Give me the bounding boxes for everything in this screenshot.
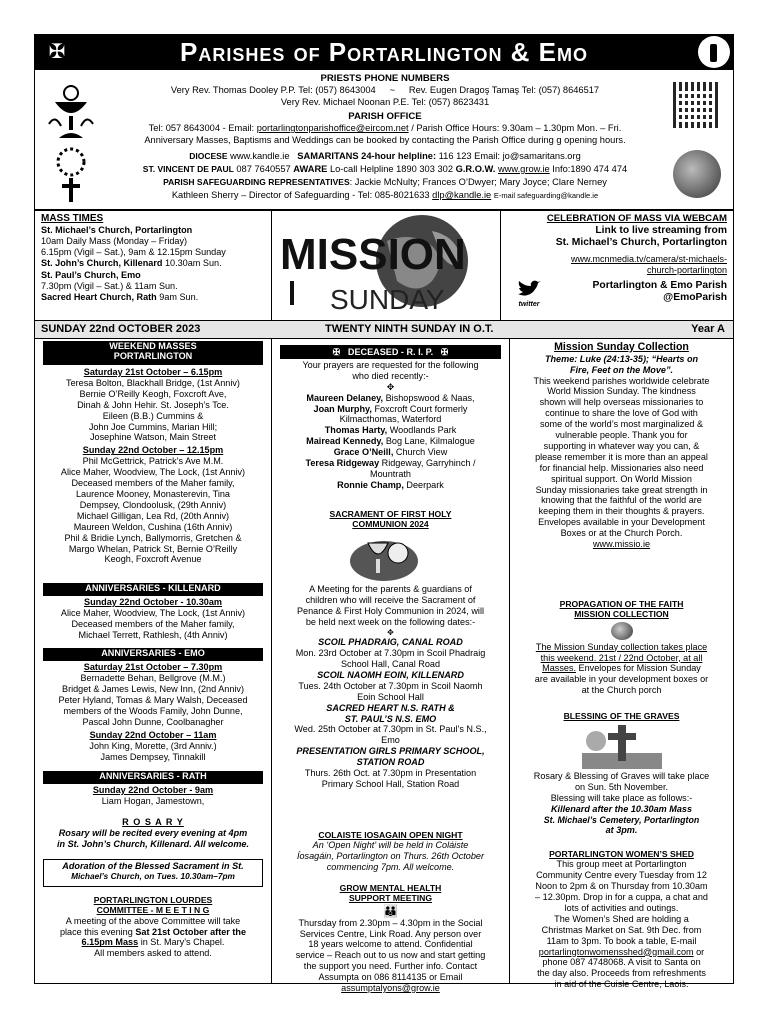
emo-line: members of the Woods Family, John Dunne, — [63, 705, 243, 716]
globe-hands-icon — [673, 150, 721, 198]
lourdes-text-b: Sat 21st October after the — [135, 926, 247, 937]
deceased-title: DECEASED - R. I. P. — [347, 347, 434, 357]
shed-line: Christmas Market on Sat. 9th Dec. from — [541, 924, 702, 935]
sat-line: Eileen (B.B.) Cummins & — [102, 410, 204, 421]
shed-line: in aid of the Cuisle Centre, Laois. — [554, 979, 689, 990]
emo-line: Pascal John Dunne, Coolbanagher — [82, 716, 224, 727]
grow-line: 18 years welcome to attend. Confidential — [308, 939, 473, 950]
sun-line: Laurence Mooney, Monasterevin, Tina — [75, 488, 230, 499]
emo-line: Bridget & James Lewis, New Inn, (2nd Anniv) — [62, 683, 244, 694]
deceased-row — [276, 436, 505, 447]
twitter-icon — [511, 280, 547, 310]
grow-heading-2: SUPPORT MEETING — [348, 893, 433, 904]
lourdes-notice — [39, 895, 267, 959]
msc-line: This weekend parishes worldwide celebrate — [533, 375, 710, 386]
colaiste-line: Íosagáin, Portarlington on Thurs. 26th October — [296, 851, 485, 862]
deceased-row — [276, 480, 505, 491]
communion-text — [276, 584, 505, 790]
emo-sat-heading: Saturday 21st October – 7.30pm — [83, 662, 223, 672]
mass-church-2: St. John’s Church, Killenard — [41, 258, 163, 269]
rath-sun-heading: Sunday 22nd October - 9am — [92, 785, 214, 795]
propagation-notice — [514, 599, 729, 696]
mass-line-2: 10am Daily Mass (Monday – Friday) — [41, 236, 188, 247]
grow-notice — [276, 883, 505, 994]
deceased-row — [276, 469, 505, 480]
mission-sunday-logo — [272, 210, 500, 321]
deceased-name: Maureen Delaney, — [306, 392, 384, 403]
sat-line: Dinah & John Hehir. St. Joseph’s Tce. — [77, 399, 229, 410]
colaiste-line: An ‘Open Night’ will be held in Coláiste — [312, 840, 469, 851]
deceased-list — [276, 360, 505, 491]
emo-line: Peter Hyland, Tomas & Mary Walsh, Deceased — [58, 694, 248, 705]
deceased-name: Ronnie Champ, — [337, 479, 404, 490]
shed-line: This group meet at Portarlington — [556, 859, 687, 870]
qr-code-icon — [673, 82, 719, 128]
school-3-name-1: SACRED HEART N.S. RATH & — [326, 702, 455, 713]
svp-line — [105, 164, 665, 175]
deceased-row — [276, 393, 505, 404]
school-4-name-1: PRESENTATION GIRLS PRIMARY SCHOOL, — [296, 746, 485, 757]
deceased-place: Bog Lane, Kilmalogue — [385, 436, 475, 447]
graves-bold-3: at 3pm. — [605, 825, 638, 836]
mass-line-3: 6.15pm (Vigil – Sat.), 9am & 12.15pm Sunday — [41, 247, 226, 258]
school-4-line: Primary School Hall, Station Road — [321, 779, 460, 789]
deceased-row — [276, 414, 505, 425]
msc-line: supporting in whatever way you can, & — [543, 440, 700, 451]
msc-line: spiritual support. On World Mission — [551, 473, 692, 484]
deceased-place: Woodlands Park — [389, 425, 457, 436]
rath-masses — [39, 785, 267, 807]
globe-small-icon — [611, 622, 633, 640]
msc-line: please remember it is more than an appeal — [535, 451, 708, 462]
sat-line: Teresa Bolton, Blackhall Bridge, (1st Anniv) — [66, 377, 240, 388]
aware-label: AWARE — [293, 164, 328, 174]
school-2-line: Tues. 24th October at 7.30pm in Scoil Naomh — [298, 680, 483, 691]
chalice-icon — [47, 84, 95, 140]
shed-line: – 12.30pm. Drop in for a cuppa, a chat and — [535, 892, 708, 903]
msc-line: vulnerable people. Thank you for — [555, 430, 688, 441]
deceased-place: Bishopswood & Naas, — [385, 392, 475, 403]
sat-line: Josephine Watson, Main Street — [89, 432, 217, 443]
adoration-box — [43, 859, 263, 887]
maltese-cross-icon: ✠ — [48, 41, 66, 63]
grow-label: G.R.O.W. — [455, 164, 496, 174]
killenard-masses — [39, 597, 267, 641]
cemetery-cross-icon — [582, 723, 662, 769]
lourdes-heading-2: COMMITTEE - M E E T I N G — [96, 905, 210, 916]
mass-line-6: 7.30pm (Vigil – Sat.) & 11am Sun. — [41, 280, 178, 291]
portarlington-masses — [39, 367, 267, 565]
msc-line: continue to share the love of God with — [545, 408, 698, 419]
band-year: Year A — [691, 323, 725, 335]
rath-header: ANNIVERSARIES - RATH — [43, 771, 263, 784]
mass-church-1: St. Michael’s Church, Portarlington — [41, 225, 193, 236]
graves-bold-2: St. Michael’s Cemetery, Portarlington — [543, 814, 700, 825]
sun-heading: Sunday 22nd October – 12.15pm — [82, 445, 224, 456]
header-info — [34, 70, 734, 210]
deceased-place: Ridgeway, Garryhinch / — [381, 458, 476, 469]
deceased-row — [276, 425, 505, 436]
shed-line: Community Centre every Tuesday from 12 — [536, 870, 707, 881]
priest1-text: Very Rev. Thomas Dooley P.P. Tel: (057) 8643004 — [170, 85, 376, 95]
twitter-account[interactable]: Portarlington & Emo Parish — [592, 279, 727, 291]
office-heading: PARISH OFFICE — [348, 111, 422, 122]
school-1-name: SCOIL PHADRAIG, CANAL ROAD — [318, 637, 463, 648]
sat-line: Bernie O’Reilly Keogh, Foxcroft Ave, — [79, 388, 227, 399]
rosary-line-1: Rosary will be recited every evening at 4pm — [58, 827, 248, 838]
sun-line: Maureen Weldon, Cushina (16th Anniv) — [73, 521, 233, 532]
mass-times-heading: MASS TIMES — [41, 213, 104, 224]
grow-line: service – Reach out to us now and start getting — [295, 950, 486, 961]
shed-line: 11am to 3pm. To book a table, E-mail — [546, 935, 697, 946]
diocese-line — [105, 151, 665, 162]
mission-logo-art — [272, 211, 500, 319]
twitter-label: twitter — [518, 301, 540, 309]
msc-theme-2: Fire, Feet on the Move”. — [569, 364, 674, 375]
deceased-name: Thomas Harty, — [324, 425, 388, 436]
safeguarding-names: : Jackie McNulty; Frances O’Dwyer; Mary Joyce; Clare Nerney — [349, 177, 607, 187]
shed-or: or — [693, 946, 705, 957]
msc-line: Envelopes available in your Development — [538, 517, 705, 528]
weekend-masses-header — [43, 341, 263, 365]
rath-line: Liam Hogan, Jamestown, — [101, 795, 205, 806]
prop-line-4: are available in your development boxes or — [534, 674, 709, 685]
mass-times-box — [34, 210, 272, 321]
msc-line: keeping them in their thoughts & prayers. — [538, 506, 705, 517]
graves-notice — [514, 711, 729, 836]
small-cross-icon: ✥ — [386, 381, 395, 392]
chalice-host-icon — [348, 535, 420, 581]
shed-line: lots of activities and outings. — [564, 902, 679, 913]
priests-line2: Very Rev. Michael Noonan P.E. Tel: (057) 8623431 — [280, 97, 490, 107]
emo-line: Bernadette Behan, Bellgrove (M.M.) — [80, 672, 226, 683]
webcam-url-1[interactable]: www.mcnmedia.tv/camera/st-michaels- — [570, 254, 727, 265]
lourdes-line-1: A meeting of the above Committee will take — [65, 915, 241, 926]
lourdes-text-c: 6.15pm Mass — [81, 937, 139, 948]
samaritans-text: 116 123 Email: jo@samaritans.org — [438, 151, 581, 161]
aware-text: Lo-call Helpline 1890 303 302 — [329, 164, 453, 174]
svp-label: ST. VINCENT DE PAUL — [142, 164, 234, 174]
school-2-line: Eoin School Hall — [357, 691, 424, 702]
communion-h1: SACRAMENT OF FIRST HOLY — [329, 509, 452, 519]
emo-line: John King, Morette, (3rd Anniv.) — [89, 741, 217, 752]
grow-site-link[interactable]: www.grow.ie — [497, 164, 550, 174]
kil-sun-heading: Sunday 22nd October - 10.30am — [84, 597, 222, 607]
sunday-word: SUNDAY — [330, 284, 445, 315]
rosary-heading: R O S A R Y — [122, 817, 184, 827]
msc-line: for financial help. Missionaries also need — [539, 462, 704, 473]
colaiste-line: commencing 7pm. All welcome. — [326, 862, 455, 873]
grow-heading-1: GROW MENTAL HEALTH — [339, 883, 442, 893]
mass-time-2: 10.30am Sun. — [164, 258, 222, 269]
msc-line: World Mission Sunday. The kindness — [547, 386, 696, 397]
column-3 — [510, 339, 734, 990]
mission-collection — [514, 341, 729, 550]
school-3-line: Wed. 25th October at 7.30pm in St. Paul’s N.S., — [294, 724, 487, 735]
mass-line-7 — [41, 292, 265, 303]
prop-line-2: this weekend. 21st / 22nd October, at all — [540, 652, 703, 663]
sat-heading: Saturday 21st October – 6.15pm — [83, 367, 223, 377]
school-1-line: School Hall, Canal Road — [340, 659, 441, 670]
office-tel: Tel: 057 8643004 - Email: — [148, 123, 255, 133]
deceased-intro-2: who died recently:- — [352, 370, 429, 381]
deceased-intro-1: Your prayers are requested for the following — [302, 360, 479, 370]
killenard-header: ANNIVERSARIES - KILLENARD — [43, 583, 263, 596]
grow-line: Thursday from 2.30pm – 4.30pm in the Social — [298, 917, 483, 928]
sun-line: Deceased members of the Maher family, — [71, 478, 235, 489]
missio-link[interactable]: www.missio.ie — [592, 539, 651, 550]
office-line1 — [105, 123, 665, 134]
lourdes-text-a: place this evening — [59, 926, 133, 937]
prop-text-a: Masses. — [542, 663, 576, 674]
date-band — [34, 321, 734, 339]
rosary-line-2: in St. John’s Church, Killenard. All welcome. — [56, 838, 250, 849]
msc-heading: Mission Sunday Collection — [554, 341, 689, 353]
sun-line: Phil & Bridie Lynch, Ballymorris, Gretchen & — [64, 532, 242, 543]
communion-line: children who will receive the Sacrament of — [305, 594, 476, 605]
communion-line: Penance & First Holy Communion in 2024, will — [296, 605, 484, 616]
prop-heading-2: MISSION COLLECTION — [574, 609, 669, 620]
shed-heading: PORTARLINGTON WOMEN’S SHED — [549, 849, 694, 859]
grow-line: the support you need. Further info. Contact — [303, 961, 478, 972]
office-email-link[interactable]: portarlingtonparishoffice@eircom.net — [256, 123, 409, 133]
communion-line: be held next week on the following dates:- — [305, 616, 476, 627]
band-sunday: TWENTY NINTH SUNDAY IN O.T. — [325, 323, 494, 335]
deceased-header — [280, 345, 501, 359]
deceased-place: Kilmacthomas, Waterford — [339, 414, 442, 425]
lourdes-line-3 — [39, 937, 267, 948]
school-3-name-2: ST. PAUL’S N.S. EMO — [344, 713, 437, 724]
weekend-h2: PORTARLINGTON — [113, 351, 193, 362]
safeguarding-director: Kathleen Sherry – Director of Safeguarding - Tel: 085-8021633 — [171, 190, 430, 200]
swirl-icon: ~ — [389, 85, 396, 95]
msc-line: Sunday missionaries take great strength in — [535, 484, 708, 495]
office-hours: / Parish Office Hours: 9.30am – 1.30pm Mon. – Fri. — [411, 123, 622, 133]
adoration-line-2: Michael’s Church, on Tues. 10.30am–7pm — [71, 870, 235, 881]
deceased-row — [276, 447, 505, 458]
shed-email-row — [514, 947, 729, 958]
sun-line: Michael Gilligan, Lea Rd, (20th Anniv) — [76, 510, 230, 521]
maltese-cross-icon: ✠ — [332, 347, 341, 357]
rosary-notice — [39, 817, 267, 850]
graves-line: Rosary & Blessing of Graves will take place — [533, 771, 710, 782]
grow-info: Info:1890 474 474 — [552, 164, 628, 174]
lourdes-heading-1: PORTARLINGTON LOURDES — [93, 895, 213, 905]
kil-line: Deceased members of the Maher family, — [71, 618, 235, 629]
deceased-place: Church View — [395, 447, 448, 458]
newsletter-page — [34, 34, 734, 994]
emo-sun-heading: Sunday 22nd October – 11am — [89, 730, 217, 741]
twitter-handle[interactable]: @EmoParish — [663, 292, 727, 304]
prop-text-b: Envelopes for Mission Sunday — [578, 663, 701, 674]
mission-word: MISSION — [280, 230, 466, 279]
priests-heading: PRIESTS PHONE NUMBERS — [320, 73, 450, 84]
school-4-name-2: STATION ROAD — [356, 757, 425, 768]
lourdes-text-d: in St. Mary’s Chapel. — [140, 937, 225, 948]
school-3-line: Emo — [381, 735, 400, 746]
deceased-place: Mountrath — [370, 468, 411, 479]
deceased-row — [276, 404, 505, 415]
msc-theme-1: Theme: Luke (24:13-35); “Hearts on — [544, 353, 699, 364]
graves-line: on Sun. 5th November. — [574, 782, 668, 793]
msc-line: some of the world’s most marginalized & — [539, 419, 704, 430]
mass-church-4: Sacred Heart Church, Rath — [41, 291, 157, 302]
msc-line: shown will help overseas missionaries to — [539, 397, 704, 408]
column-1 — [34, 339, 272, 984]
prop-line-5: at the Church porch — [581, 685, 662, 696]
sun-line: Keogh, Foxcroft Avenue — [104, 554, 202, 565]
grow-line: Assumpta on 086 8114135 or Email — [318, 972, 463, 983]
maltese-cross-icon: ✠ — [440, 347, 449, 357]
deceased-name: Joan Murphy, — [313, 403, 372, 414]
graves-bold-1: Killenard after the 10.30am Mass — [550, 804, 692, 815]
lourdes-line-2 — [39, 927, 267, 938]
msc-line: knowing that the faithful of the world are — [541, 495, 702, 506]
diocese-site[interactable]: www.kandle.ie — [230, 151, 290, 161]
shed-line: Noon to 2pm & on Thursday from 10.30am — [535, 881, 708, 892]
safeguarding-label: PARISH SAFEGUARDING REPRESENTATIVES — [163, 177, 350, 187]
womens-shed-notice — [514, 849, 729, 990]
emo-masses — [39, 662, 267, 763]
webcam-line1: Link to live streaming from — [595, 224, 727, 236]
communion-heading — [276, 509, 505, 530]
mass-church-3: St. Paul’s Church, Emo — [41, 269, 141, 280]
dlp-email-link[interactable]: dlp@kandle.ie — [432, 190, 492, 200]
graves-line: Blessing will take place as follows:- — [550, 793, 693, 804]
webcam-line2: St. Michael’s Church, Portarlington — [555, 236, 727, 248]
safeguarding-line — [105, 177, 665, 188]
deceased-name: Mairead Kennedy, — [306, 436, 384, 447]
deceased-name: Grace O’Neill, — [333, 447, 394, 458]
safeguarding-line2 — [105, 190, 665, 201]
emo-line: James Dempsey, Tinnakill — [100, 752, 206, 763]
deceased-place: Foxcroft Court formerly — [374, 403, 468, 414]
sun-line: Alice Maher, Woodview, The Lock, (1st Anniv) — [60, 467, 246, 478]
small-cross-icon: ✥ — [387, 627, 394, 637]
lourdes-line-4: All members asked to attend. — [94, 948, 212, 959]
communion-line: A Meeting for the parents & guardians of — [309, 584, 472, 594]
school-1-line: Mon. 23rd October at 7.30pm in Scoil Phadraig — [295, 648, 486, 659]
emo-header: ANNIVERSARIES - EMO — [43, 648, 263, 661]
kil-line: Michael Terrett, Rathlesh, (4th Anniv) — [78, 629, 228, 640]
kil-line: Alice Maher, Woodview, The Lock, (1st Anniv) — [60, 607, 246, 618]
webcam-heading: CELEBRATION OF MASS VIA WEBCAM — [546, 213, 727, 224]
communion-h2: COMMUNION 2024 — [352, 519, 429, 530]
grow-email-link[interactable]: assumptalyons@grow.ie — [341, 983, 440, 994]
prop-heading-1: PROPAGATION OF THE FAITH — [559, 599, 684, 609]
school-4-line: Thurs. 26th Oct. at 7.30pm in Presentation — [304, 768, 477, 779]
safeguarding-email: E-mail safeguarding@kandle.ie — [493, 191, 599, 200]
mass-time-4: 9am Sun. — [159, 291, 199, 302]
sun-line: Margo Whelan, Patrick St, Bernie O’Reilly — [68, 543, 238, 554]
graves-heading: BLESSING OF THE GRAVES — [563, 711, 680, 721]
msc-line: Boxes or at the Church Porch. — [560, 528, 683, 539]
shed-line: the day also. Proceeds from refreshments — [537, 968, 706, 979]
weekend-h1: WEEKEND MASSES — [109, 341, 197, 351]
rosary-icon — [49, 146, 93, 206]
prop-line-1: The Mission Sunday collection takes place — [535, 641, 708, 652]
priest2-text: Rev. Eugen Dragoş Tamaş Tel: (057) 8646517 — [408, 85, 600, 95]
priests-line1 — [105, 85, 665, 96]
webcam-box — [500, 210, 734, 321]
colaiste-heading: COLAISTE IOSAGAIN OPEN NIGHT — [318, 830, 463, 840]
prop-line-3 — [514, 663, 729, 674]
office-line2: Anniversary Masses, Baptisms and Weddings can be booked by contacting the Parish Office during g opening hours. — [144, 135, 626, 145]
webcam-url-2[interactable]: church-portarlington — [646, 264, 727, 275]
shed-email-link[interactable]: portarlingtonwomensshed@gmail.com — [538, 946, 694, 957]
title-bar — [34, 34, 734, 70]
page-title: Parishes of Portarlington & Emo — [179, 37, 589, 67]
svp-phone: 087 7640557 — [236, 164, 291, 174]
diocese-label: DIOCESE — [189, 151, 228, 161]
samaritans-label: SAMARITANS 24-hour helpline: — [297, 151, 437, 161]
mass-line-4 — [41, 258, 265, 269]
twitter-block — [507, 280, 727, 310]
deceased-row — [276, 458, 505, 469]
column-2 — [272, 339, 510, 994]
deceased-place: Deerpark — [406, 479, 444, 490]
grow-line: Services Centre, Link Road. Any person over — [299, 928, 482, 939]
band-date: SUNDAY 22nd OCTOBER 2023 — [41, 323, 201, 335]
deceased-name: Teresa Ridgeway — [305, 458, 380, 469]
shed-line: phone 087 4748068. A visit to Santa on — [542, 957, 701, 968]
adoration-line-1: Adoration of the Blessed Sacrament in St. — [62, 861, 244, 871]
sun-line: Phil McGettrick, Patrick’s Ave M.M. — [82, 456, 224, 467]
shed-line: The Women’s Shed are holding a — [554, 913, 689, 924]
sun-line: Dempsey, Clondoolusk, (29th Anniv) — [79, 499, 227, 510]
candle-icon — [698, 36, 730, 68]
colaiste-notice — [276, 830, 505, 873]
people-icon: 👪 — [383, 903, 398, 918]
sat-line: John Joe Cummins, Marian Hill; — [88, 421, 218, 432]
school-2-name: SCOIL NAOMH EOIN, KILLENARD — [317, 669, 464, 680]
